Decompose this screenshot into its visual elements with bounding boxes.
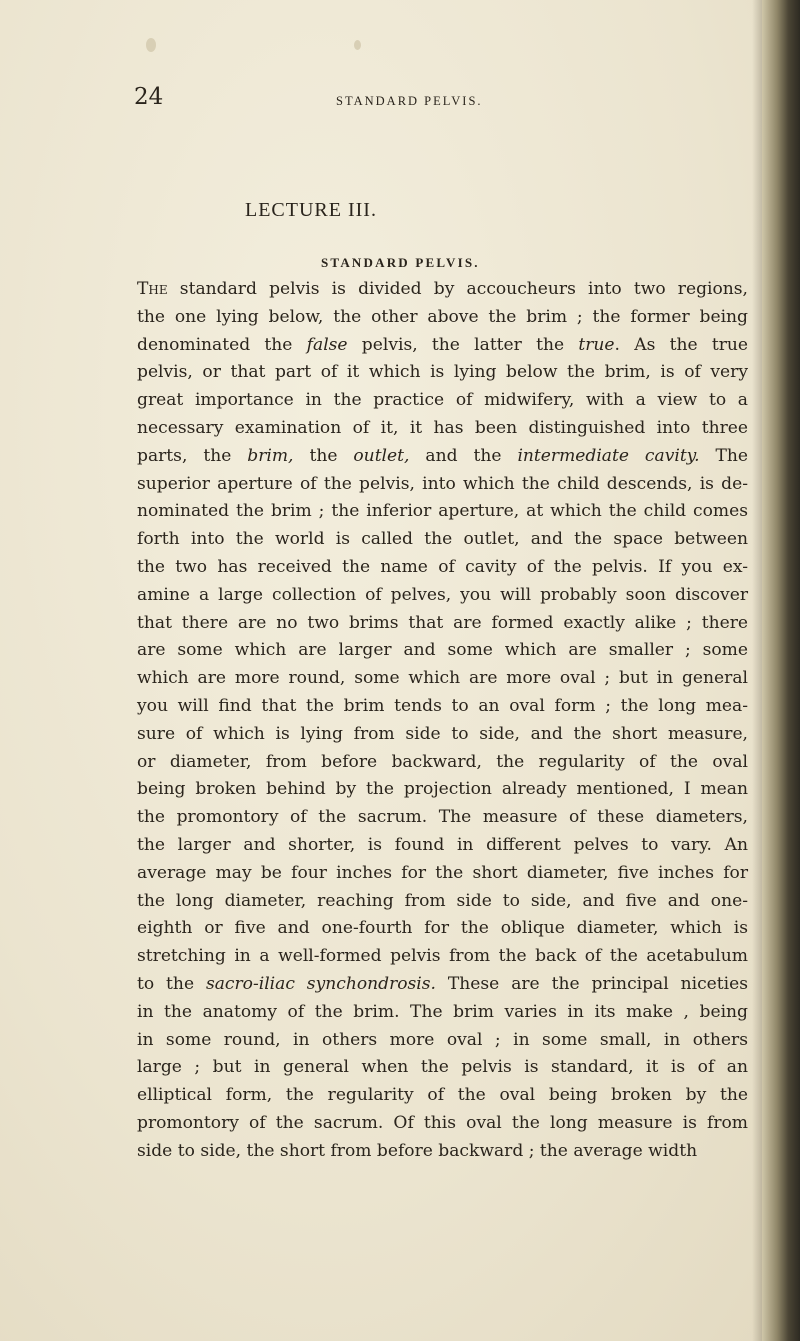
text-line: necessary examination of it, it has been distinguished into three	[137, 417, 748, 438]
page-blemish	[354, 40, 361, 50]
text-line: great importance in the practice of midwifery, with a view to a	[137, 390, 748, 411]
drop-word: The	[137, 279, 168, 299]
text-line: or diameter, from before backward, the regularity of the oval	[137, 751, 748, 772]
text-line: are some which are larger and some which are smaller ; some	[137, 640, 748, 661]
italic-term: outlet,	[353, 445, 410, 466]
text-line: the two has received the name of cavity of the pelvis. If you ex-	[137, 556, 748, 577]
running-head: STANDARD PELVIS.	[336, 94, 483, 108]
text-line: in the anatomy of the brim. The brim varies in its make , being	[137, 1001, 748, 1022]
page-blemish	[146, 38, 156, 52]
text-line: pelvis, or that part of it which is lying below the brim, is of very	[137, 362, 748, 383]
text-line: the larger and shorter, is found in different pelves to vary. An	[137, 834, 748, 855]
text-line: you will find that the brim tends to an oval form ; the long mea-	[137, 695, 748, 716]
book-spine	[762, 0, 800, 1341]
text-line: The standard pelvis is divided by accoucheurs into two regions,	[137, 279, 748, 299]
lecture-title: LECTURE III.	[245, 199, 377, 221]
text-line: elliptical form, the regularity of the oval being broken by the	[137, 1085, 748, 1106]
text-line: being broken behind by the projection already mentioned, I mean	[137, 779, 748, 800]
text-line: in some round, in others more oval ; in some small, in others	[137, 1029, 748, 1050]
italic-term: sacro-iliac synchondrosis.	[205, 973, 436, 994]
text-line: parts, the brim, the outlet, and the intermediate cavity. The	[137, 445, 748, 466]
italic-term: brim,	[247, 445, 294, 466]
spine-shadow	[752, 0, 762, 1341]
text-line: side to side, the short from before backward ; the average width	[137, 1140, 698, 1161]
italic-term: true	[578, 334, 615, 355]
text-line: the long diameter, reaching from side to side, and five and one-	[137, 890, 748, 911]
page-header	[0, 84, 800, 114]
text-line: forth into the world is called the outlet, and the space between	[137, 529, 748, 550]
text-line: stretching in a well-formed pelvis from the back of the acetabulum	[137, 946, 748, 967]
text-line: large ; but in general when the pelvis is standard, it is of an	[137, 1057, 748, 1078]
text-line: average may be four inches for the short diameter, five inches for	[137, 862, 748, 883]
text-line: nominated the brim ; the inferior aperture, at which the child comes	[137, 501, 748, 522]
page-number: 24	[134, 84, 164, 110]
italic-term: intermediate cavity.	[517, 445, 700, 466]
text-line: that there are no two brims that are formed exactly alike ; there	[137, 612, 748, 633]
section-title: STANDARD PELVIS.	[321, 255, 480, 270]
text-line: superior aperture of the pelvis, into which the child descends, is de-	[137, 473, 748, 494]
text-line: the promontory of the sacrum. The measure of these diameters,	[137, 807, 748, 828]
text-line: eighth or five and one-fourth for the oblique diameter, which is	[137, 918, 748, 939]
text-line: the one lying below, the other above the brim ; the former being	[137, 306, 748, 327]
text-line: promontory of the sacrum. Of this oval the long measure is from	[137, 1112, 748, 1133]
text-line: sure of which is lying from side to side, and the short measure,	[137, 723, 748, 744]
text-line: denominated the false pelvis, the latter the true. As the true	[137, 334, 749, 355]
body-text	[137, 276, 748, 1166]
text-line: which are more round, some which are more oval ; but in general	[137, 668, 748, 689]
text-line: to the sacro-iliac synchondrosis. These are the principal niceties	[137, 973, 748, 994]
italic-term: false	[306, 334, 348, 355]
text-line: amine a large collection of pelves, you will probably soon discover	[137, 584, 748, 605]
